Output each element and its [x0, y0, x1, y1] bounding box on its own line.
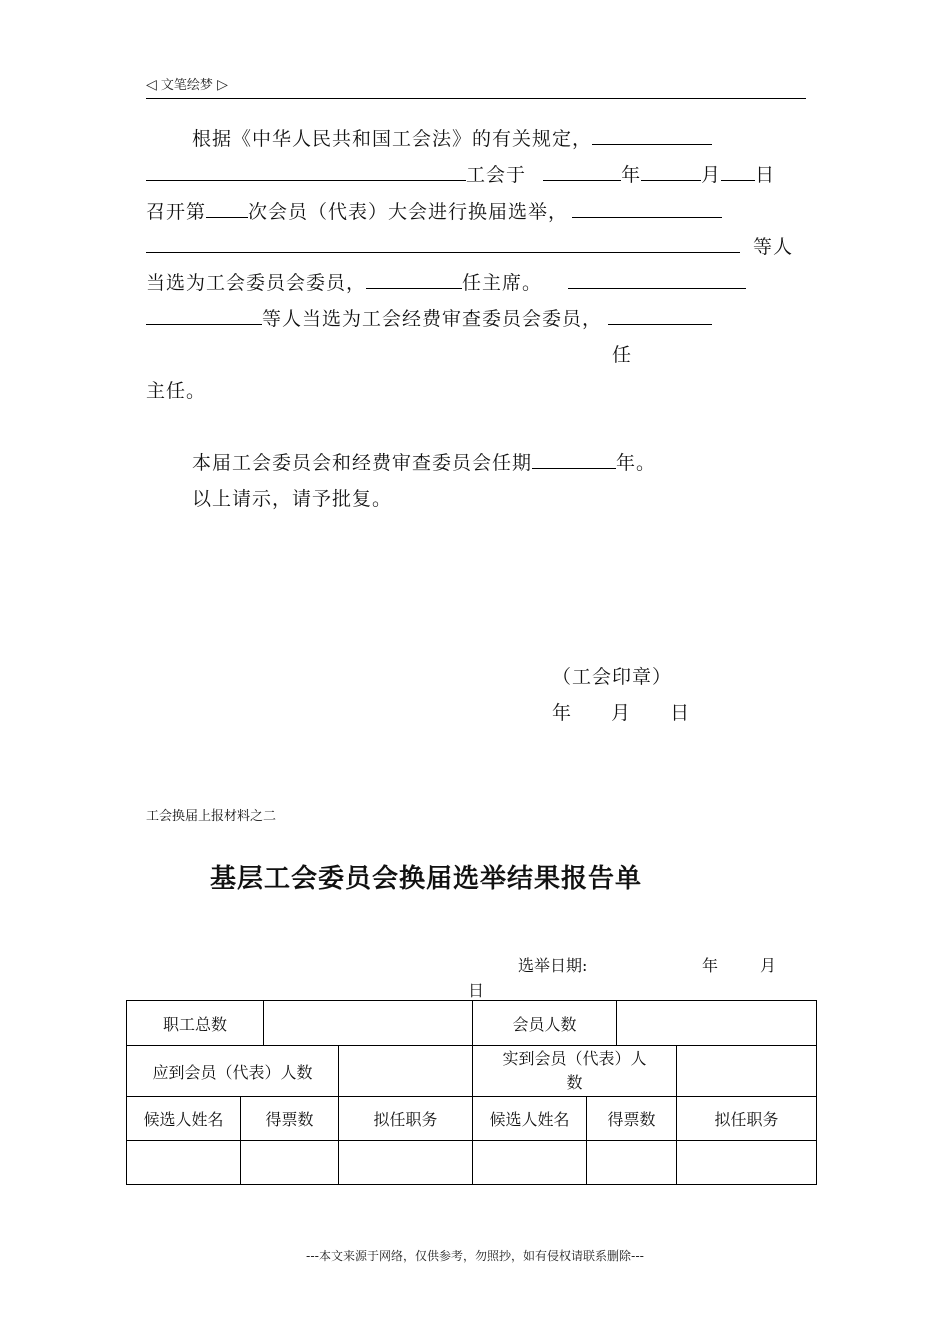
letter-line-2: 工会于 年 月 日 — [146, 160, 775, 187]
left-triangle-icon: ◁ — [146, 77, 157, 93]
expected-members-label: 应到会员（代表）人数 — [127, 1046, 339, 1097]
blank-field — [592, 124, 712, 145]
candidate-name-header: 候选人姓名 — [473, 1097, 587, 1141]
blank-field — [146, 160, 466, 181]
term-line: 本届工会委员会和经费审查委员会任期 年。 — [192, 448, 656, 475]
candidate-name-cell[interactable] — [127, 1141, 241, 1185]
member-count-value[interactable] — [617, 1001, 817, 1046]
actual-members-label: 实到会员（代表）人 数 — [473, 1046, 677, 1097]
total-staff-label: 职工总数 — [127, 1001, 264, 1046]
blank-field — [543, 160, 621, 181]
blank-field — [572, 197, 722, 218]
position-header: 拟任职务 — [339, 1097, 473, 1141]
section-label: 工会换届上报材料之二 — [146, 809, 277, 824]
total-staff-value[interactable] — [264, 1001, 473, 1046]
blank-field — [608, 304, 712, 325]
sign-date: 年 月 日 — [552, 702, 691, 724]
election-date-label: 选举日期: — [518, 956, 588, 975]
election-result-table — [126, 1000, 817, 1185]
request-line: 以上请示，请予批复。 — [192, 488, 393, 510]
votes-header: 得票数 — [587, 1097, 677, 1141]
header-title: 文笔绘梦 — [160, 78, 213, 93]
letter-line-3: 召开第 次会员（代表）大会进行换届选举， — [146, 197, 722, 224]
blank-field — [721, 160, 755, 181]
letter-line-8: 主任。 — [146, 380, 207, 402]
page-header — [146, 74, 228, 93]
expected-members-value[interactable] — [339, 1046, 473, 1097]
blank-field — [146, 304, 262, 325]
letter-line-7: 任 — [612, 344, 633, 366]
right-triangle-icon: ▷ — [217, 77, 228, 93]
page-footer: ---本文来源于网络，仅供参考，勿照抄，如有侵权请联系删除--- — [306, 1249, 644, 1263]
votes-header: 得票数 — [241, 1097, 339, 1141]
blank-field — [641, 160, 701, 181]
table-row — [127, 1046, 817, 1097]
actual-members-value[interactable] — [677, 1046, 817, 1097]
position-cell[interactable] — [339, 1141, 473, 1185]
position-header: 拟任职务 — [677, 1097, 817, 1141]
candidate-name-header: 候选人姓名 — [127, 1097, 241, 1141]
blank-field — [532, 448, 616, 469]
report-title: 基层工会委员会换届选举结果报告单 — [210, 864, 643, 894]
letter-line-6: 等人当选为工会经费审查委员会委员， — [146, 304, 712, 331]
blank-field — [206, 197, 248, 218]
letter-line-4: 等人 — [146, 232, 793, 259]
table-row — [127, 1001, 817, 1046]
blank-field — [146, 232, 740, 253]
election-date-month: 月 — [760, 956, 777, 975]
votes-cell[interactable] — [587, 1141, 677, 1185]
position-cell[interactable] — [677, 1141, 817, 1185]
blank-field — [568, 268, 746, 289]
votes-cell[interactable] — [241, 1141, 339, 1185]
table-row — [127, 1141, 817, 1185]
table-header-row — [127, 1097, 817, 1141]
blank-field — [366, 268, 462, 289]
union-seal-label: （工会印章） — [552, 666, 673, 688]
letter-line-5: 当选为工会委员会委员， 任主席。 — [146, 268, 746, 295]
election-date-day: 日 — [468, 981, 485, 1000]
candidate-name-cell[interactable] — [473, 1141, 587, 1185]
member-count-label: 会员人数 — [473, 1001, 617, 1046]
header-divider — [146, 98, 806, 99]
election-date-year: 年 — [702, 956, 719, 975]
letter-line-1: 根据《中华人民共和国工会法》的有关规定， — [192, 124, 712, 151]
